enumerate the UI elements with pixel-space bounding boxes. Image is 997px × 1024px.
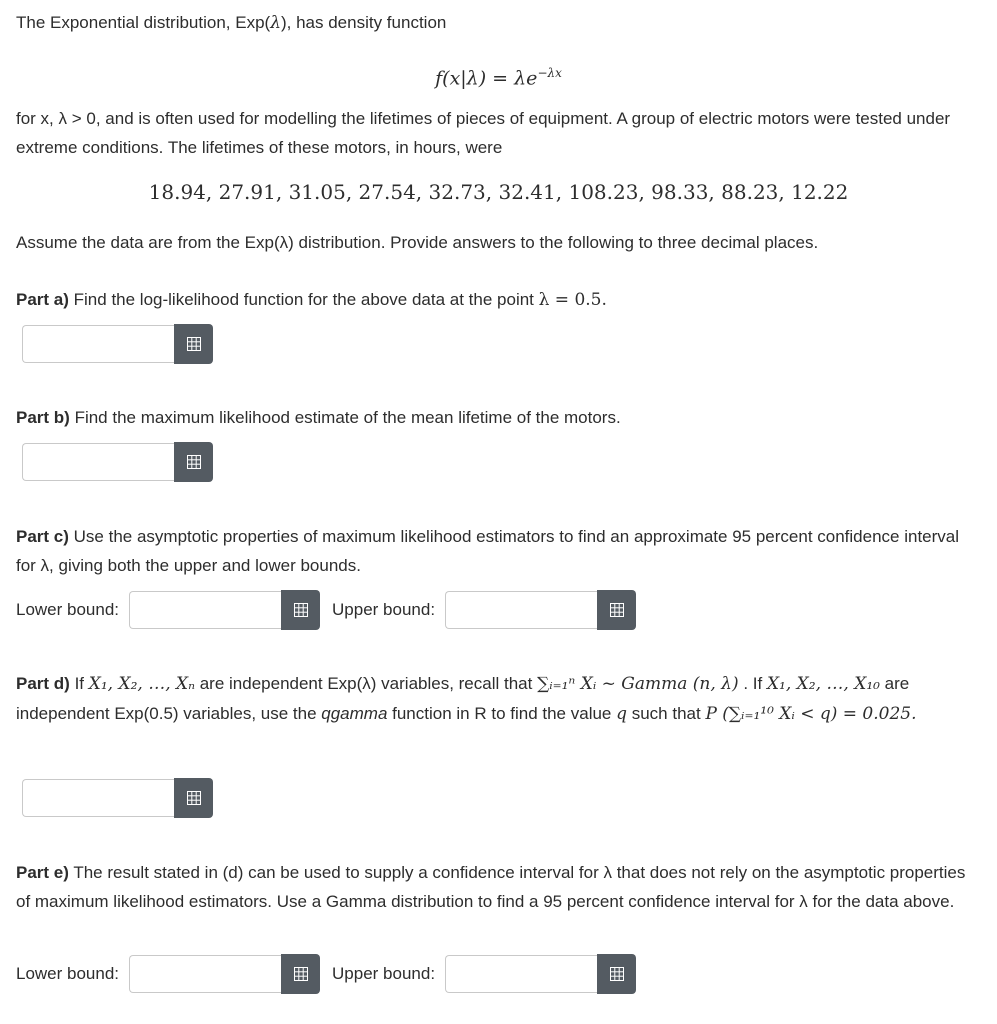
intro-description: for x, λ > 0, and is often used for modelling the lifetimes of pieces of equipment. A group of electric motors were tested under extreme conditions. The lifetimes of these motors, in hours, were <box>16 109 951 157</box>
part-d-keypad-button[interactable] <box>174 778 213 818</box>
part-d-input[interactable] <box>22 779 174 817</box>
keypad-icon <box>187 455 201 469</box>
part-e-upper-label: Upper bound: <box>332 964 436 983</box>
part-c-upper-label: Upper bound: <box>332 600 436 619</box>
part-c-answer <box>16 590 636 630</box>
part-c-lower-label: Lower bound: <box>16 600 120 619</box>
keypad-icon <box>294 967 308 981</box>
part-a-keypad-button[interactable] <box>174 324 213 364</box>
keypad-icon <box>610 967 624 981</box>
part-e-lower-keypad-button[interactable] <box>281 954 320 994</box>
part-b-keypad-button[interactable] <box>174 442 213 482</box>
part-c-lower-keypad-button[interactable] <box>281 590 320 630</box>
intro-line1: The Exponential distribution, Exp(λ), has density function <box>16 13 447 33</box>
part-e-answer <box>16 954 636 994</box>
part-e-upper-keypad-button[interactable] <box>597 954 636 994</box>
part-e-lower-label: Lower bound: <box>16 964 120 983</box>
part-a-input[interactable] <box>22 325 174 363</box>
part-b-input[interactable] <box>22 443 174 481</box>
part-d-question: Part d) If X₁, X₂, …, Xₙ are independent Exp(λ) variables, recall that ∑ᵢ₌₁ⁿ Xᵢ ~ Gamma (n, λ) . If X₁, X₂, …, X₁₀ are independent Exp(0.5) variables, use the qgamma function in R to find the value q such that P (∑ᵢ₌₁¹⁰ Xᵢ < q) = 0.025. <box>16 674 917 724</box>
part-a-question: Part a) Find the log-likelihood function for the above data at the point λ = 0.5. <box>16 290 607 310</box>
part-c-lower-input[interactable] <box>129 591 281 629</box>
part-c-upper-keypad-button[interactable] <box>597 590 636 630</box>
part-a-answer <box>22 324 213 364</box>
part-c-upper-input[interactable] <box>445 591 597 629</box>
keypad-icon <box>187 337 201 351</box>
part-e-question: Part e) The result stated in (d) can be used to supply a confidence interval for λ that does not rely on the asymptotic properties of maximum likelihood estimators. Use a Gamma distribution to find a 95 percent confidence interval for λ for the data above. <box>16 863 966 911</box>
part-e-lower-input[interactable] <box>129 955 281 993</box>
density-formula: $f(x|\lambda) = \lambda e^{-\lambda x}$ <box>435 66 562 90</box>
part-b-answer <box>22 442 213 482</box>
assume-text: Assume the data are from the Exp(λ) distribution. Provide answers to the following to three decimal places. <box>16 233 819 252</box>
part-d-answer <box>22 778 213 818</box>
data-values: 18.94, 27.91, 31.05, 27.54, 32.73, 32.41, 108.23, 98.33, 88.23, 12.22 <box>148 180 849 204</box>
keypad-icon <box>187 791 201 805</box>
part-b-question: Part b) Find the maximum likelihood estimate of the mean lifetime of the motors. <box>16 408 621 427</box>
part-e-upper-input[interactable] <box>445 955 597 993</box>
keypad-icon <box>294 603 308 617</box>
keypad-icon <box>610 603 624 617</box>
part-c-question: Part c) Use the asymptotic properties of maximum likelihood estimators to find an approximate 95 percent confidence interval for λ, giving both the upper and lower bounds. <box>16 527 960 575</box>
